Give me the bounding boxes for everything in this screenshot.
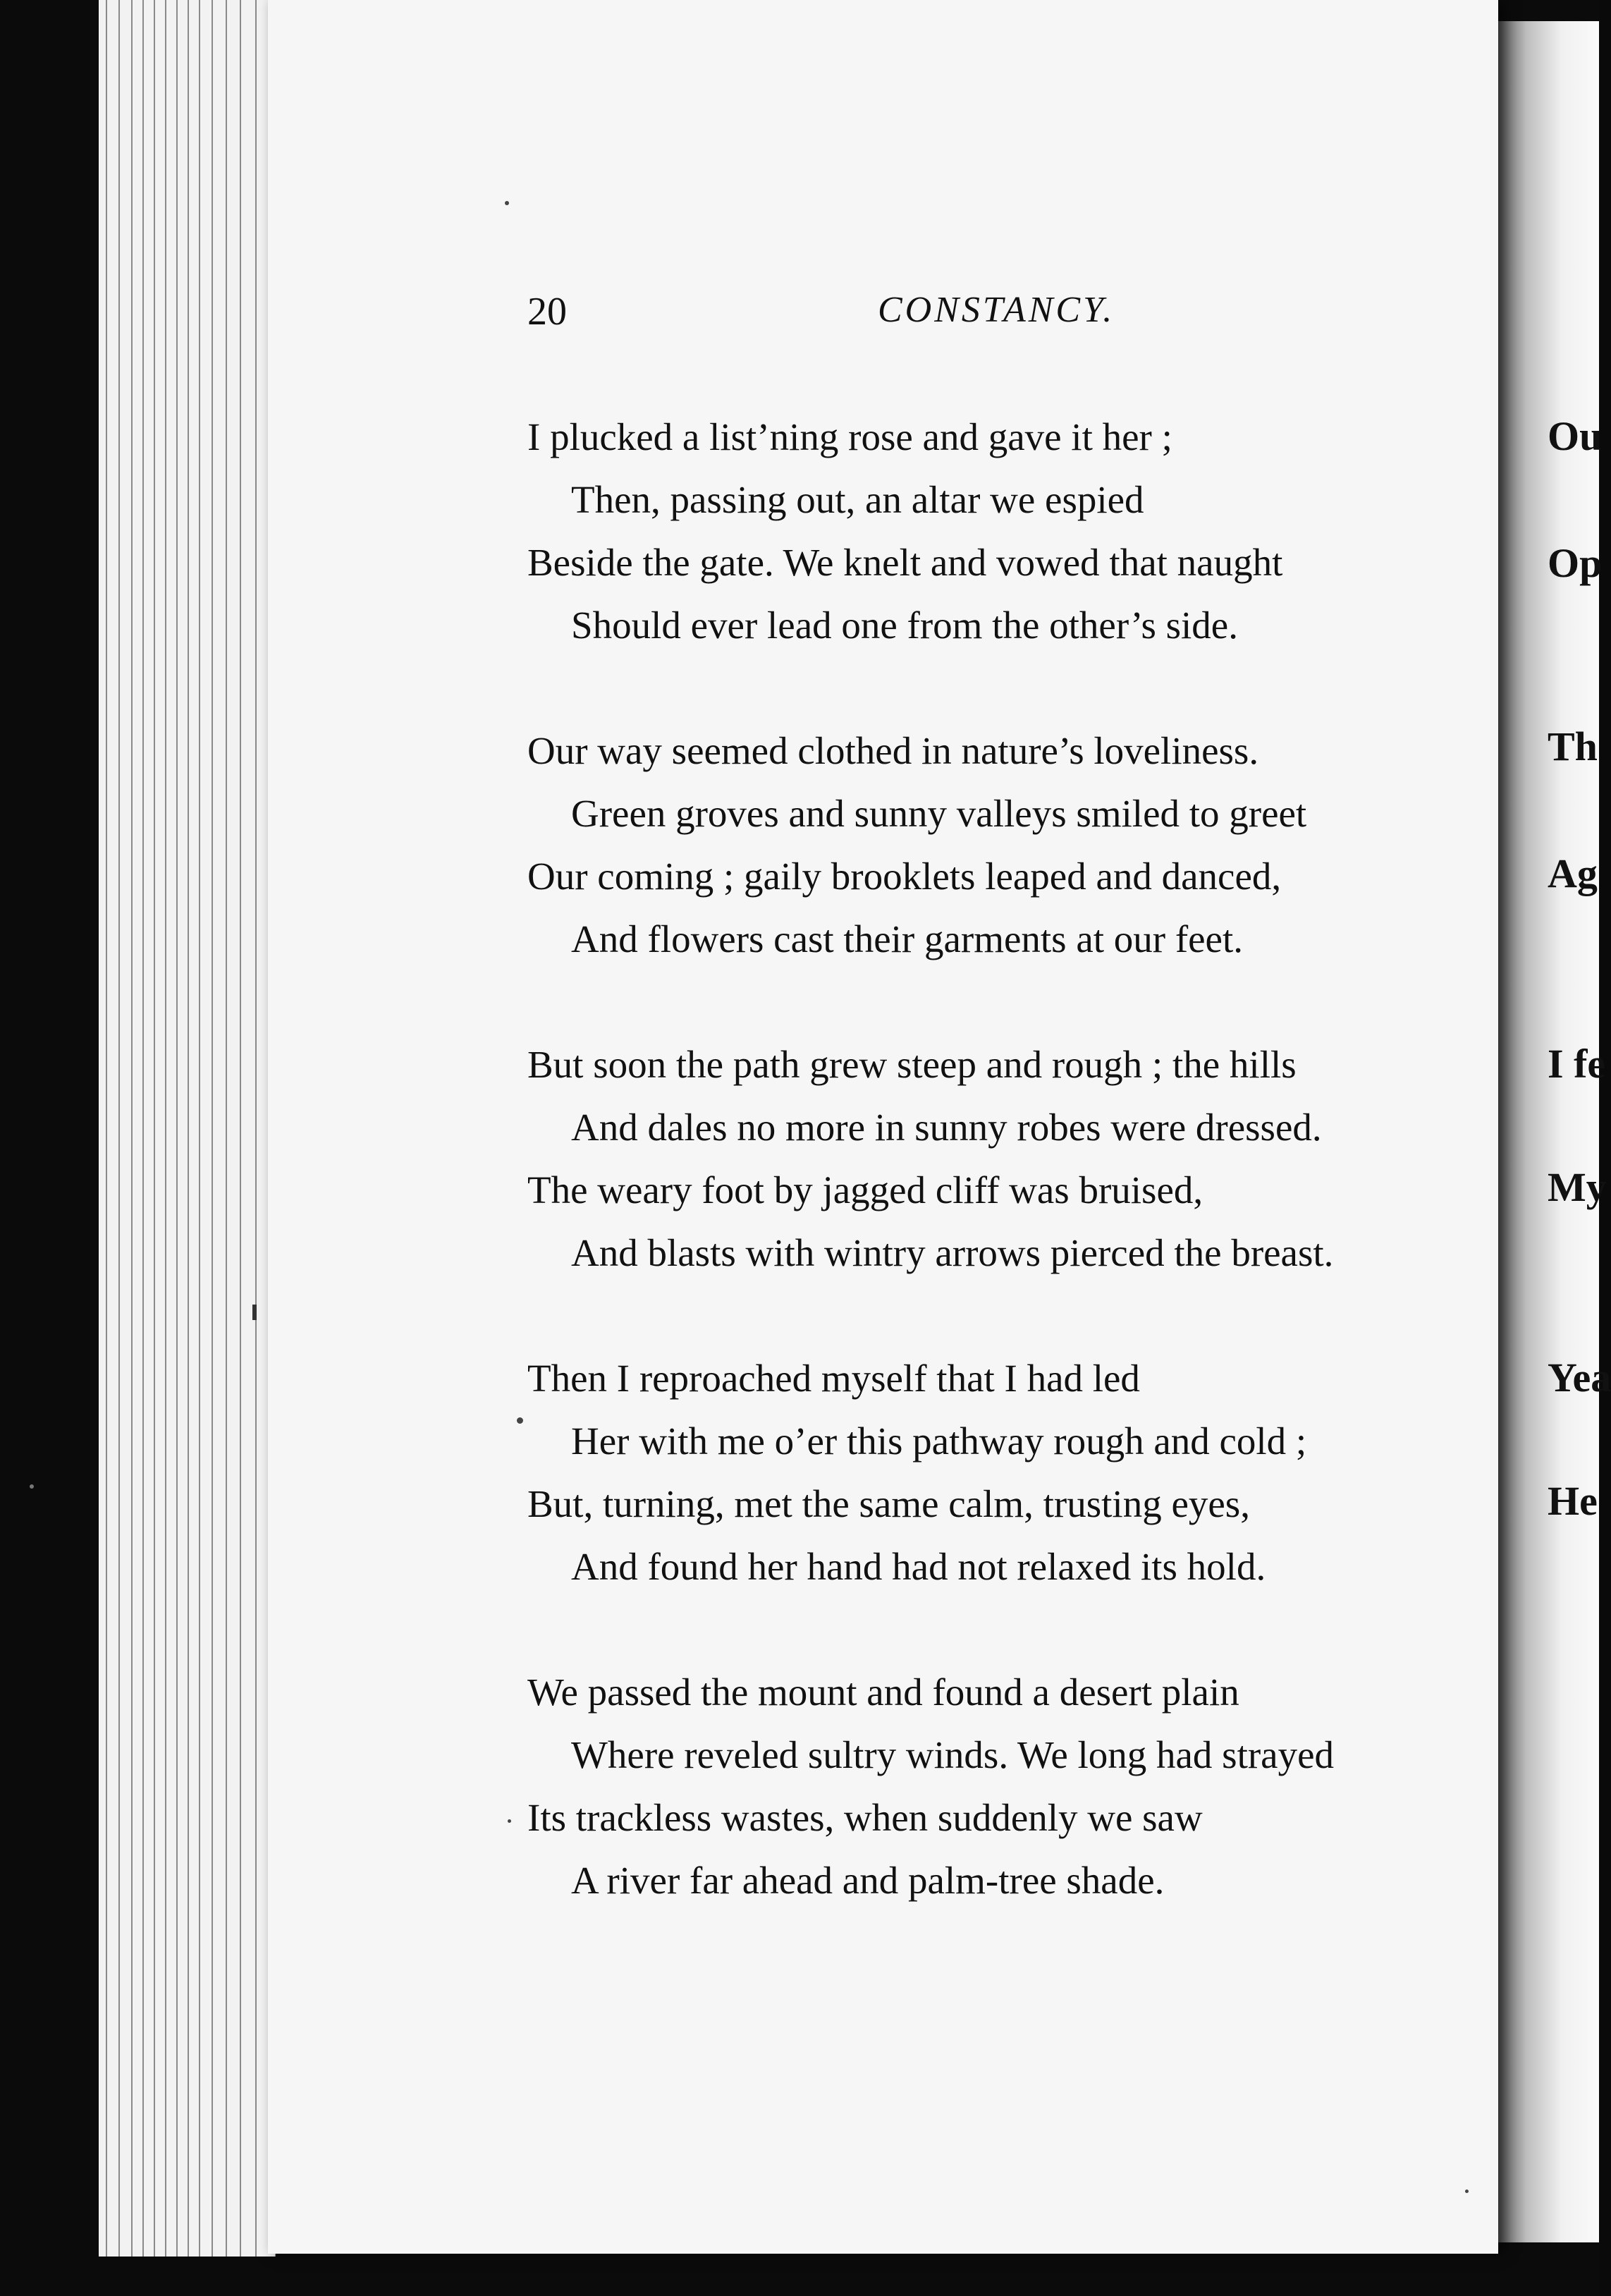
poem-line: And found her hand had not relaxed its hold.	[571, 1545, 1266, 1588]
poem-line: The weary foot by jagged cliff was bruised,	[527, 1168, 1203, 1211]
page-edge-line	[212, 0, 213, 2257]
poem-line: A river far ahead and palm-tree shade.	[571, 1859, 1165, 1902]
scan-speck	[508, 1819, 511, 1823]
poem-line: And dales no more in sunny robes were dressed.	[571, 1106, 1322, 1149]
poem-line: Her with me o’er this pathway rough and cold ;	[571, 1419, 1307, 1463]
stacked-page-edges	[99, 0, 276, 2257]
poem-line: And blasts with wintry arrows pierced the breast.	[571, 1231, 1334, 1274]
facing-page-fragment: Op	[1548, 540, 1603, 586]
stanza	[527, 719, 1500, 970]
facing-page-fragment: Th	[1548, 723, 1598, 769]
facing-page-fragment: I fe	[1548, 1041, 1606, 1087]
poem-line: We passed the mount and found a desert plain	[527, 1671, 1239, 1714]
poem-line: Our coming ; gaily brooklets leaped and danced,	[527, 855, 1282, 898]
poem-line: But soon the path grew steep and rough ; the hills	[527, 1043, 1297, 1086]
running-head	[527, 289, 1444, 346]
facing-page-fragment: Ou	[1548, 413, 1603, 459]
page-edge-line	[106, 0, 107, 2257]
page-number: 20	[527, 290, 567, 334]
scan-speck	[517, 1417, 523, 1424]
poem-line: Its trackless wastes, when suddenly we saw	[527, 1796, 1203, 1839]
facing-page-fragment: He	[1548, 1478, 1598, 1524]
page-edge-line	[118, 0, 120, 2257]
scan-speck	[505, 201, 509, 205]
page-edge-line	[199, 0, 200, 2257]
page-edge-line	[131, 0, 133, 2257]
facing-page-fragment: My	[1548, 1164, 1607, 1210]
poem-line: Should ever lead one from the other’s side.	[571, 604, 1238, 647]
poem-body	[527, 405, 1500, 1974]
page-edge-line	[176, 0, 178, 2257]
poem-line: But, turning, met the same calm, trusting eyes,	[527, 1482, 1250, 1525]
poem-line: Then I reproached myself that I had led	[527, 1357, 1140, 1400]
running-title: CONSTANCY.	[878, 290, 1115, 330]
page-edge-line	[165, 0, 166, 2257]
poem-line: Green groves and sunny valleys smiled to greet	[571, 792, 1307, 835]
stanza	[527, 405, 1500, 657]
poem-line: And flowers cast their garments at our feet.	[571, 917, 1243, 960]
page-edge-line	[188, 0, 189, 2257]
page-edge-line	[255, 0, 257, 2257]
facing-page-fragment: Yea	[1548, 1355, 1611, 1400]
poem-line: Our way seemed clothed in nature’s loveliness.	[527, 729, 1259, 772]
page-edge-line	[154, 0, 155, 2257]
facing-page-edge	[1498, 21, 1599, 2242]
page-edge-line	[240, 0, 241, 2257]
page-edge-line	[226, 0, 227, 2257]
facing-page-fragment: Ag	[1548, 850, 1598, 896]
stanza	[527, 1033, 1500, 1284]
poem-line: Beside the gate. We knelt and vowed that naught	[527, 541, 1283, 584]
poem-line: Where reveled sultry winds. We long had strayed	[571, 1733, 1335, 1776]
stanza	[527, 1661, 1500, 1912]
poem-line: I plucked a list’ning rose and gave it her ;	[527, 415, 1172, 458]
stanza	[527, 1347, 1500, 1598]
scan-speck	[30, 1484, 34, 1489]
page-edge-line	[142, 0, 144, 2257]
scan-speck	[1465, 2190, 1469, 2193]
poem-line: Then, passing out, an altar we espied	[571, 478, 1144, 521]
page-edge-mark	[252, 1305, 257, 1320]
